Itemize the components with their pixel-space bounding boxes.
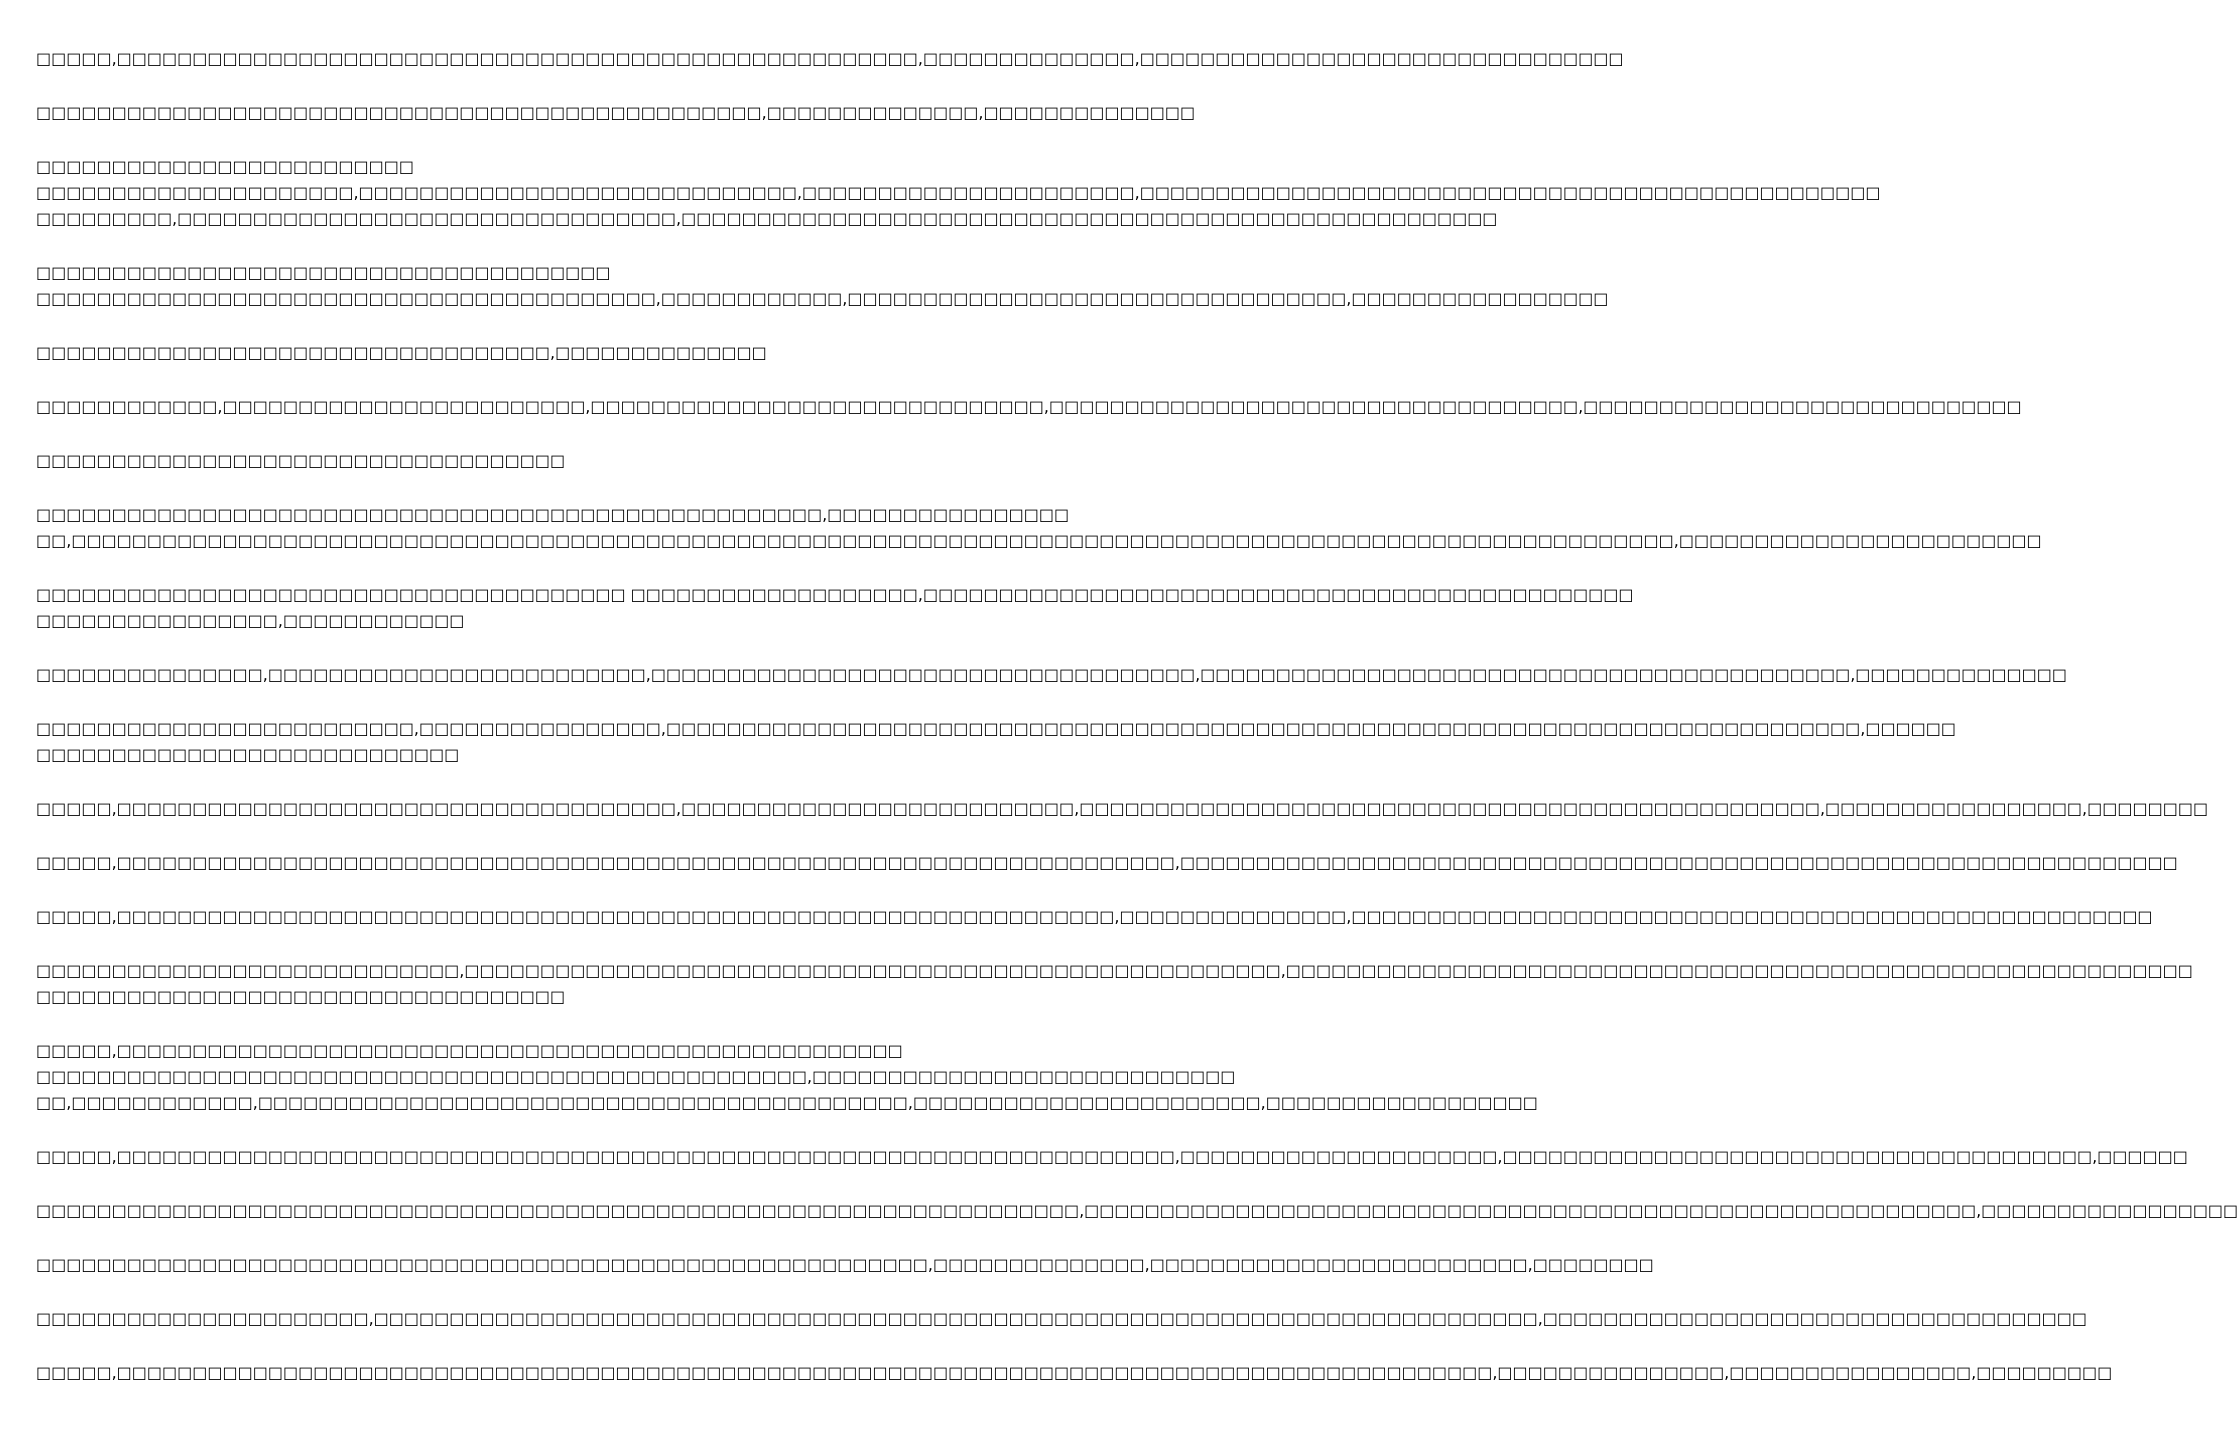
paragraph bbox=[36, 716, 1957, 768]
text-line: □□□□□□□□□□□□□□□□□□□□□□□□□□□□□□□□□□□□□□□□□,□□□□□□□□□□□□,□□□□□□□□□□□□□□□□□□□□□□□□□□□□□□□□□,□□□□□□□□□□□□□□□□□ bbox=[36, 289, 1609, 308]
text-line: □□□□□□□□□□□□□□□□□□□□□□□□□□□□□□□□□□□□□□□□□□□□□□□□□□□□□□□□□□□,□□□□□□□□□□□□□□,□□□□□□□□□□□□□□□□□□□□□□□□□,□□□□□□□□ bbox=[36, 1255, 1654, 1274]
paragraph bbox=[36, 1198, 2238, 1224]
text-line: □□□□□,□□□□□□□□□□□□□□□□□□□□□□□□□□□□□□□□□□□□□□□□□□□□□□□□□□□□□□□□□□□□□□□□□□□□□□□□□□□□□□□□□□□□□□□□□□□,□□□□□□□□□□□□□□□,□□□□□□□□□□□□□□□□,□□□□□□□□□ bbox=[36, 1363, 2113, 1382]
paragraph bbox=[36, 904, 2153, 930]
text-line: □□□□□□□□□□□□□□□,□□□□□□□□□□□□□□□□□□□□□□□□□,□□□□□□□□□□□□□□□□□□□□□□□□□□□□□□□□□□□□,□□□□□□□□□□□□□□□□□□□□□□□□□□□□□□□□□□□□□□□□□□□,□□□□□□□□□□□□□□ bbox=[36, 665, 2067, 684]
text-line: □□□□□□□□□□□□□□□□□□□□□□□□□□□□□□□□□□□ bbox=[36, 451, 566, 470]
text-line: □□,□□□□□□□□□□□□□□□□□□□□□□□□□□□□□□□□□□□□□□□□□□□□□□□□□□□□□□□□□□□□□□□□□□□□□□□□□□□□□□□□□□□□□□□□□□□□□□□□□□□□□□□□□□,□□□□□□□□□□□□□□□□□□□□□□□□ bbox=[36, 531, 2042, 550]
text-line: □□□□□,□□□□□□□□□□□□□□□□□□□□□□□□□□□□□□□□□□□□□□□□□□□□□□□□□□□□□□□□□□□□□□□□□□□□□□,□□□□□□□□□□□□□□□□□□□□□□□□□□□□□□□□□□□□□□□□□□□□□□□□□□□□□□□□□□□□□□□□□□ bbox=[36, 853, 2178, 872]
paragraph bbox=[36, 46, 1624, 72]
paragraph bbox=[36, 850, 2178, 876]
text-line: □□□□□□□□□□□□□□□□□□□□□□□□□□□□□□□□□□□□□□□ □□□□□□□□□□□□□□□□□□□,□□□□□□□□□□□□□□□□□□□□□□□□□□□□□□□□□□□□□□□□□□□□□□□ bbox=[36, 585, 1634, 604]
paragraph bbox=[36, 662, 2067, 688]
paragraph bbox=[36, 582, 1634, 634]
text-line: □□□□□□□□□□□□□□□□□□□□□□□□□□□□□□□□□□□ bbox=[36, 987, 566, 1006]
paragraph bbox=[36, 100, 1196, 126]
text-line: □□,□□□□□□□□□□□□,□□□□□□□□□□□□□□□□□□□□□□□□□□□□□□□□□□□□□□□□□□□,□□□□□□□□□□□□□□□□□□□□□□□,□□□□□□□□□□□□□□□□□□ bbox=[36, 1093, 1538, 1112]
text-line: □□□□□□□□□□□□□□□□,□□□□□□□□□□□□ bbox=[36, 611, 465, 630]
text-line: □□□□□□□□□□□□□□□□□□□□□□□□□□□□□□□□□□□□□□□□□□□□□□□□□□□□□□□□□□□□□□□□□□□□□,□□□□□□□□□□□□□□□□□□□□□□□□□□□□□□□□□□□□□□□□□□□□□□□□□□□□□□□□□□□,□□□□□□□□□□□□□□□□□ bbox=[36, 1201, 2238, 1220]
text-line: □□□□□□□□□□□□□□□□□□□□□□□□□□□□□□□□□□□□□□□□□□□□□□□□□□□□,□□□□□□□□□□□□□□□□ bbox=[36, 505, 1070, 524]
paragraph bbox=[36, 1144, 2188, 1170]
text-line: □□□□□□□□□□□□□□□□□□□□□□□□□□□□□□□□□□□□□□ bbox=[36, 263, 611, 282]
paragraph bbox=[36, 1360, 2113, 1386]
text-line: □□□□□,□□□□□□□□□□□□□□□□□□□□□□□□□□□□□□□□□□□□□□□□□□□□□□□□□□□□ bbox=[36, 1041, 903, 1060]
paragraph bbox=[36, 340, 990, 366]
text-line: □□□□□,□□□□□□□□□□□□□□□□□□□□□□□□□□□□□□□□□□□□□□□□□□□□□□□□□□□□□,□□□□□□□□□□□□□□,□□□□□□□□□□□□□□□□□□□□□□□□□□□□□□□□ bbox=[36, 49, 1624, 68]
text-line: □□□□□,□□□□□□□□□□□□□□□□□□□□□□□□□□□□□□□□□□□□□□□□□□□□□□□□□□□□□□□□□□□□□□□□□□,□□□□□□□□□□□□□□□,□□□□□□□□□□□□□□□□□□□□□□□□□□□□□□□□□□□□□□□□□□□□□□□□□□□□□ bbox=[36, 907, 2153, 926]
paragraph bbox=[36, 1306, 2087, 1332]
paragraph bbox=[36, 796, 2209, 822]
text-line: □□□□□□□□□□□□□□□□□□□□□□□□□,□□□□□□□□□□□□□□□□,□□□□□□□□□□□□□□□□□□□□□□□□□□□□□□□□□□□□□□□□□□□□□□□□□□□□□□□□□□□□□□□□□□□□□□□□□□□□□□□,□□□□□□ bbox=[36, 719, 1957, 738]
text-line: □□□□□□□□□□□□,□□□□□□□□□□□□□□□□□□□□□□□□,□□□□□□□□□□□□□□□□□□□□□□□□□□□□□□,□□□□□□□□□□□□□□□□□□□□□□□□□□□□□□□□□□□,□□□□□□□□□□□□□□□□□□□□□□□□□□□□□ bbox=[36, 397, 2022, 416]
paragraph bbox=[36, 958, 2193, 1010]
text-line: □□□□□□□□□□□□□□□□□□□□□□□□□□□□□□□□□□,□□□□□□□□□□□□□□ bbox=[36, 343, 767, 362]
paragraph bbox=[36, 448, 990, 474]
paragraph bbox=[36, 394, 2022, 420]
text-line: □□□□□□□□□□□□□□□□□□□□□□□□□□□□ bbox=[36, 745, 460, 764]
document-body bbox=[36, 46, 2238, 1414]
text-line: □□□□□,□□□□□□□□□□□□□□□□□□□□□□□□□□□□□□□□□□□□□,□□□□□□□□□□□□□□□□□□□□□□□□□□,□□□□□□□□□□□□□□□□□□□□□□□□□□□□□□□□□□□□□□□□□□□□□□□□□,□□□□□□□□□□□□□□□□□,□□□□□□□□ bbox=[36, 799, 2209, 818]
paragraph bbox=[36, 1038, 1538, 1116]
paragraph bbox=[36, 502, 2042, 554]
text-line: □□□□□□□□□□□□□□□□□□□□□,□□□□□□□□□□□□□□□□□□□□□□□□□□□□□,□□□□□□□□□□□□□□□□□□□□□□,□□□□□□□□□□□□□□□□□□□□□□□□□□□□□□□□□□□□□□□□□□□□□□□□□ bbox=[36, 183, 1881, 202]
paragraph bbox=[36, 154, 1881, 232]
text-line: □□□□□□□□□□□□□□□□□□□□□□□□□□□□,□□□□□□□□□□□□□□□□□□□□□□□□□□□□□□□□□□□□□□□□□□□□□□□□□□□□□□,□□□□□□□□□□□□□□□□□□□□□□□□□□□□□□□□□□□□□□□□□□□□□□□□□□□□□□□□□□□□ bbox=[36, 961, 2193, 980]
text-line: □□□□□,□□□□□□□□□□□□□□□□□□□□□□□□□□□□□□□□□□□□□□□□□□□□□□□□□□□□□□□□□□□□□□□□□□□□□□,□□□□□□□□□□□□□□□□□□□□□,□□□□□□□□□□□□□□□□□□□□□□□□□□□□□□□□□□□□□□□,□□□□□□ bbox=[36, 1147, 2188, 1166]
text-line: □□□□□□□□□,□□□□□□□□□□□□□□□□□□□□□□□□□□□□□□□□□,□□□□□□□□□□□□□□□□□□□□□□□□□□□□□□□□□□□□□□□□□□□□□□□□□□□□□□ bbox=[36, 209, 1498, 228]
text-line: □□□□□□□□□□□□□□□□□□□□□□□□□□□□□□□□□□□□□□□□□□□□□□□□□□□,□□□□□□□□□□□□□□□□□□□□□□□□□□□□ bbox=[36, 1067, 1236, 1086]
paragraph bbox=[36, 1252, 1654, 1278]
paragraph bbox=[36, 260, 1609, 312]
text-line: □□□□□□□□□□□□□□□□□□□□□□□□□□□□□□□□□□□□□□□□□□□□□□□□,□□□□□□□□□□□□□□,□□□□□□□□□□□□□□ bbox=[36, 103, 1196, 122]
text-line: □□□□□□□□□□□□□□□□□□□□□□□□□ bbox=[36, 157, 414, 176]
text-line: □□□□□□□□□□□□□□□□□□□□□□,□□□□□□□□□□□□□□□□□□□□□□□□□□□□□□□□□□□□□□□□□□□□□□□□□□□□□□□□□□□□□□□□□□□□□□□□□□□□□,□□□□□□□□□□□□□□□□□□□□□□□□□□□□□□□□□□□□ bbox=[36, 1309, 2087, 1328]
